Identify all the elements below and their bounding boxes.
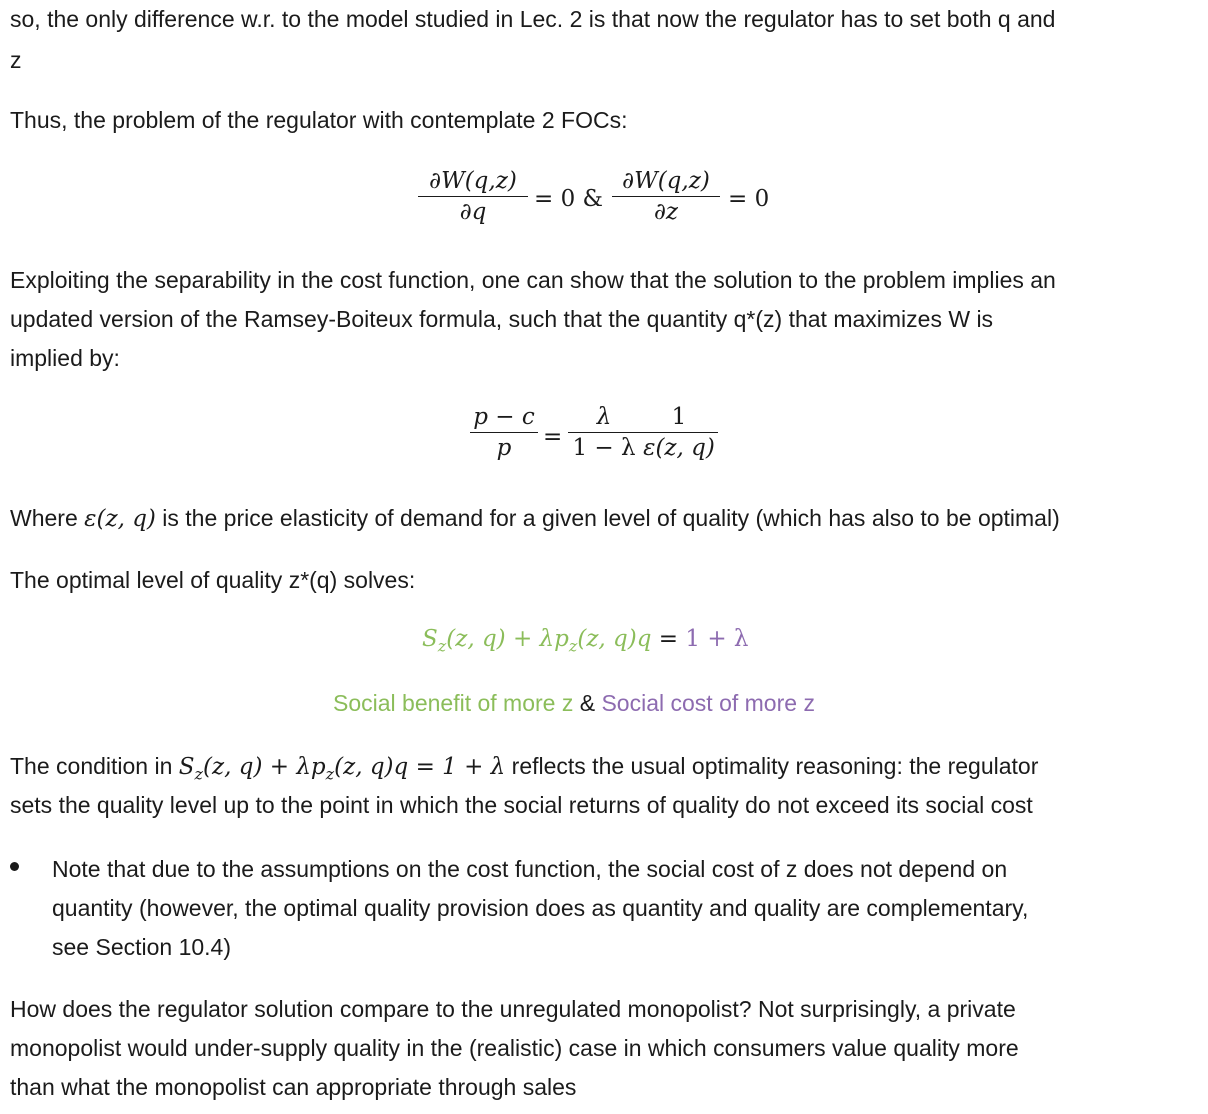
quality-rhs: 1 + λ xyxy=(685,626,749,652)
quality-equals: = xyxy=(651,626,686,652)
lambda-denominator: 1 − λ xyxy=(572,435,636,461)
para-ramsey-line3: implied by: xyxy=(10,345,120,371)
bullet-dot xyxy=(10,862,19,871)
para-ramsey-line1: Exploiting the separability in the cost function, one can show that the solution to the problem implies an xyxy=(10,267,1056,293)
markup-numerator: p − c xyxy=(473,404,535,430)
foc-q-numerator: ∂W(q,z) xyxy=(429,168,517,194)
foc-q-denominator: ∂q xyxy=(459,199,487,225)
para-intro-line1: so, the only difference w.r. to the model studied in Lec. 2 is that now the regulator has to set both q and xyxy=(10,6,1056,32)
para-elasticity-post: is the price elasticity of demand for a given level of quality (which has also to be optimal) xyxy=(155,505,1060,531)
markup-denominator: p xyxy=(496,435,512,461)
foc-z-numerator: ∂W(q,z) xyxy=(622,168,710,194)
lambda-fraction xyxy=(568,404,640,461)
caption-cost: Social cost of more z xyxy=(601,690,815,716)
foc-q-fraction xyxy=(418,168,528,225)
bullet-line1: Note that due to the assumptions on the cost function, the social cost of z does not depend on xyxy=(52,856,1008,882)
para-monopolist-line3: than what the monopolist can appropriate through sales xyxy=(10,1074,577,1100)
bullet-line2: quantity (however, the optimal quality provision does as quantity and quality are complementary, xyxy=(52,895,1029,921)
elasticity-fraction xyxy=(640,404,718,461)
elasticity-denominator: ε(z, q) xyxy=(643,435,715,461)
ramsey-equals: = xyxy=(543,424,563,450)
quality-lhs: $S_z(z$, $q) + \lambda p_z(z$, q)q xyxy=(422,626,652,656)
para-condition-post: reflects the usual optimality reasoning: the regulator xyxy=(505,753,1039,779)
equation-caption xyxy=(333,684,815,723)
foc-z-fraction xyxy=(612,168,720,225)
para-intro-line2: z xyxy=(10,47,22,73)
para-monopolist-line1: How does the regulator solution compare to the unregulated monopolist? Not surprisingly, a private xyxy=(10,996,1016,1022)
lambda-numerator: λ xyxy=(596,404,612,430)
foc-mid: = 0 & xyxy=(534,186,603,212)
para-condition-pre: The condition in xyxy=(10,753,179,779)
para-focs: Thus, the problem of the regulator with contemplate 2 FOCs: xyxy=(10,107,628,133)
para-optimal-quality: The optimal level of quality z*(q) solves: xyxy=(10,567,416,593)
para-elasticity xyxy=(10,499,1060,539)
markup-fraction xyxy=(470,404,538,461)
para-condition-line2: sets the quality level up to the point in which the social returns of quality do not exceed its social cost xyxy=(10,792,1033,818)
equation-quality xyxy=(422,626,749,656)
para-ramsey-line2: updated version of the Ramsey-Boiteux formula, such that the quantity q*(z) that maximizes W is xyxy=(10,306,994,332)
para-elasticity-pre: Where xyxy=(10,505,85,531)
caption-benefit: Social benefit of more z xyxy=(333,690,574,716)
para-monopolist-line2: monopolist would under-supply quality in the (realistic) case in which consumers value quality more xyxy=(10,1035,1019,1061)
foc-z-denominator: ∂z xyxy=(653,199,678,225)
para-elasticity-math: ε(z, q) xyxy=(84,506,156,532)
para-condition-math: $S_z(z$, $q) + \lambda p_z(z$, q)q = 1 + λ xyxy=(178,754,506,784)
foc-end: = 0 xyxy=(728,186,770,212)
caption-amp: & xyxy=(573,690,602,716)
elasticity-numerator: 1 xyxy=(671,404,687,430)
bullet-line3: see Section 10.4) xyxy=(52,934,232,960)
